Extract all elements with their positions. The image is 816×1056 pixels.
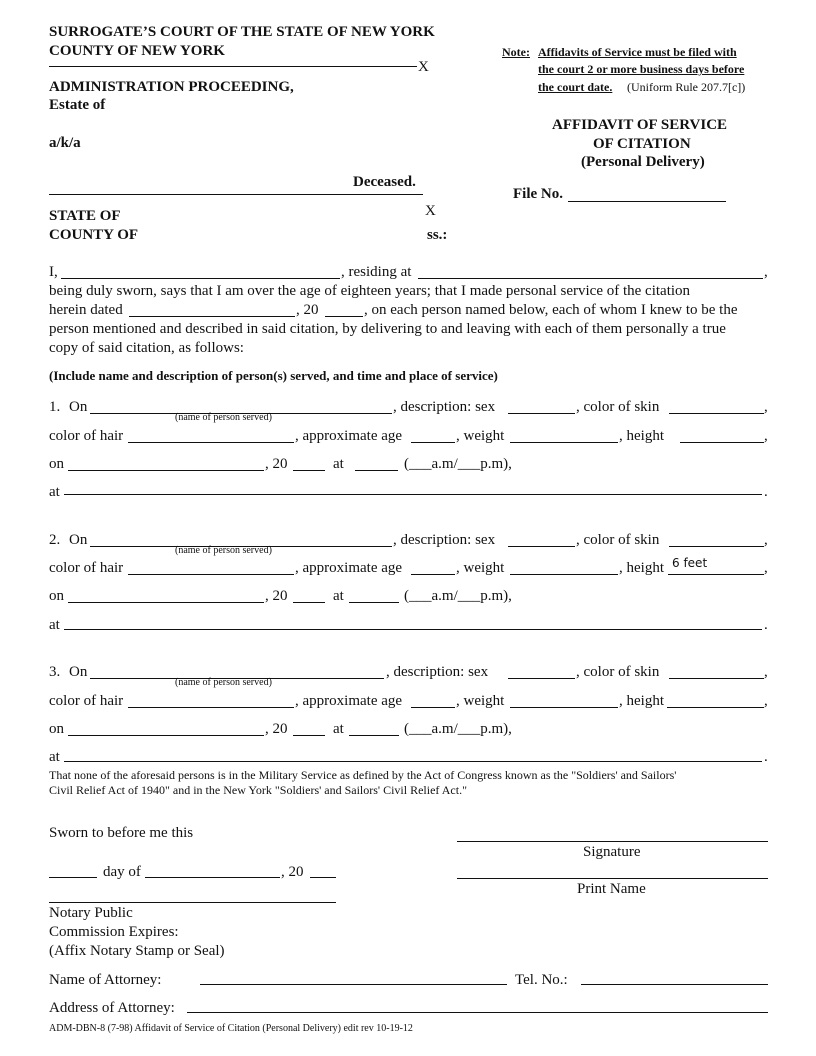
herein-dated-label: herein dated [49,302,123,318]
deponent-i-label: I, [49,264,58,280]
age-field[interactable] [411,574,455,575]
service-year-field[interactable] [293,470,325,471]
height-field[interactable] [667,707,764,708]
age-label: , approximate age [295,428,403,444]
service-place-field[interactable] [64,494,762,495]
court-name-line2: COUNTY OF NEW YORK [49,43,225,59]
entry-number: 2. [49,532,61,548]
age-label: , approximate age [295,560,403,576]
skin-color-field[interactable] [669,678,764,679]
weight-label: , weight [456,560,505,576]
sex-field[interactable] [508,546,575,547]
hair-color-field[interactable] [128,707,294,708]
sex-label: , description: sex [393,399,496,415]
signature-label: Signature [583,844,641,860]
service-place-field[interactable] [64,761,762,762]
on-each-text: , on each person named below, each of whom I knew to be the [364,302,738,318]
line-comma: , [764,428,768,444]
note-rule: (Uniform Rule 207.7[c]) [627,80,746,94]
military-statement-line1: That none of the aforesaid persons is in the Military Service as defined by the Act of Congress known as the "Soldiers' and Sailors' [49,768,677,782]
caption-x-mark: X [418,59,429,75]
height-label: , height [619,560,664,576]
file-no-label: File No. [513,186,563,202]
weight-field[interactable] [510,707,618,708]
height-field[interactable] [680,442,764,443]
notary-signature-field[interactable] [49,902,336,903]
skin-color-field[interactable] [669,546,764,547]
height-label: , height [619,693,664,709]
service-time-field[interactable] [355,470,398,471]
skin-color-field[interactable] [669,413,764,414]
hair-color-field[interactable] [128,442,294,443]
line-period: . [764,749,768,765]
sex-field[interactable] [508,678,575,679]
note-label: Note: [502,45,530,59]
hair-color-field[interactable] [128,574,294,575]
am-pm-choice[interactable]: (___a.m/___p.m), [404,456,512,472]
height-label: , height [619,428,664,444]
on-date-label: on [49,721,64,737]
at-time-label: at [333,456,344,472]
attorney-name-field[interactable] [200,984,507,985]
sworn-year-prefix: , 20 [281,864,304,880]
body-line5: copy of said citation, as follows: [49,340,244,356]
deponent-name-field[interactable] [61,278,340,279]
hair-color-label: color of hair [49,560,124,576]
military-statement-line2: Civil Relief Act of 1940" and in the New York "Soldiers' and Sailors' Civil Relief Act." [49,783,467,797]
citation-date-field[interactable] [129,316,295,317]
attorney-address-field[interactable] [187,1012,768,1013]
caption-top-rule [49,66,417,67]
line-comma: , [764,399,768,415]
service-time-field[interactable] [349,602,399,603]
year-prefix: , 20 [265,456,288,472]
on-label: On [69,664,88,680]
skin-color-label: , color of skin [576,664,660,680]
instruction-text: (Include name and description of person(s) served, and time and place of service) [49,368,498,383]
caption-bottom-rule [49,194,423,195]
weight-label: , weight [456,428,505,444]
age-label: , approximate age [295,693,403,709]
age-field[interactable] [411,442,455,443]
day-of-label: day of [103,864,141,880]
entry-number: 1. [49,399,61,415]
weight-label: , weight [456,693,505,709]
service-date-field[interactable] [68,602,264,603]
line-period: . [764,484,768,500]
on-date-label: on [49,456,64,472]
county-of-label: COUNTY OF [49,227,139,243]
am-pm-choice[interactable]: (___a.m/___p.m), [404,721,512,737]
attorney-address-label: Address of Attorney: [49,1000,175,1016]
body-line4: person mentioned and described in said citation, by delivering to and leaving with each of them personally a true [49,321,726,337]
at-time-label: at [333,588,344,604]
deceased-label: Deceased. [353,174,416,190]
title-line2: OF CITATION [593,136,691,152]
form-id-footer: ADM-DBN-8 (7-98) Affidavit of Service of Citation (Personal Delivery) edit rev 10-19-12 [49,1023,413,1034]
residing-at-label: , residing at [341,264,412,280]
sworn-year-field[interactable] [310,877,336,878]
note-line3: the court date. [538,80,613,94]
citation-year-prefix: , 20 [296,302,319,318]
year-prefix: , 20 [265,588,288,604]
line-comma: , [764,532,768,548]
sworn-day-field[interactable] [49,877,97,878]
height-field[interactable] [668,574,764,575]
height-value[interactable]: 6 feet [672,556,708,570]
on-date-label: on [49,588,64,604]
am-pm-choice[interactable]: (___a.m/___p.m), [404,588,512,604]
on-label: On [69,532,88,548]
state-of-label: STATE OF [49,208,121,224]
note-line2: the court 2 or more business days before [538,62,745,76]
title-line1: AFFIDAVIT OF SERVICE [552,117,728,133]
hair-color-label: color of hair [49,693,124,709]
notary-stamp-label: (Affix Notary Stamp or Seal) [49,943,225,959]
tel-no-label: Tel. No.: [515,972,568,988]
tel-no-field[interactable] [581,984,768,985]
name-hint: (name of person served) [175,412,272,423]
sex-field[interactable] [508,413,575,414]
service-date-field[interactable] [68,735,264,736]
line-comma: , [764,664,768,680]
citation-year-field[interactable] [325,316,363,317]
signature-field[interactable] [457,841,768,842]
at-place-label: at [49,749,60,765]
at-place-label: at [49,484,60,500]
hair-color-label: color of hair [49,428,124,444]
print-name-field[interactable] [457,878,768,879]
sworn-month-field[interactable] [145,877,280,878]
commission-expires-label: Commission Expires: [49,924,179,940]
proceeding-label: ADMINISTRATION PROCEEDING, [49,79,294,95]
ss-label: ss.: [427,227,448,243]
notary-public-label: Notary Public [49,905,133,921]
line-period: . [764,617,768,633]
year-prefix: , 20 [265,721,288,737]
note-line1: Affidavits of Service must be filed with [538,45,737,59]
skin-color-label: , color of skin [576,532,660,548]
service-time-field[interactable] [349,735,399,736]
on-label: On [69,399,88,415]
sex-label: , description: sex [386,664,489,680]
name-hint: (name of person served) [175,677,272,688]
entry-number: 3. [49,664,61,680]
deponent-address-field[interactable] [418,278,763,279]
age-field[interactable] [411,707,455,708]
title-line3: (Personal Delivery) [581,154,705,170]
caption-x-mark-2: X [425,203,436,219]
sworn-text: Sworn to before me this [49,825,194,841]
sex-label: , description: sex [393,532,496,548]
line-comma: , [764,560,768,576]
name-hint: (name of person served) [175,545,272,556]
address-comma: , [764,264,768,280]
court-name-line1: SURROGATE’S COURT OF THE STATE OF NEW YORK [49,24,435,40]
estate-of-label: Estate of [49,97,106,113]
at-place-label: at [49,617,60,633]
service-year-field[interactable] [293,735,325,736]
file-no-field[interactable] [568,201,726,202]
line-comma: , [764,693,768,709]
print-name-label: Print Name [577,881,646,897]
service-date-field[interactable] [68,470,264,471]
attorney-name-label: Name of Attorney: [49,972,162,988]
aka-label: a/k/a [49,135,81,151]
skin-color-label: , color of skin [576,399,660,415]
oath-line: being duly sworn, says that I am over the age of eighteen years; that I made personal service of the citation [49,283,691,299]
service-place-field[interactable] [64,629,762,630]
weight-field[interactable] [510,442,618,443]
weight-field[interactable] [510,574,618,575]
at-time-label: at [333,721,344,737]
service-year-field[interactable] [293,602,325,603]
